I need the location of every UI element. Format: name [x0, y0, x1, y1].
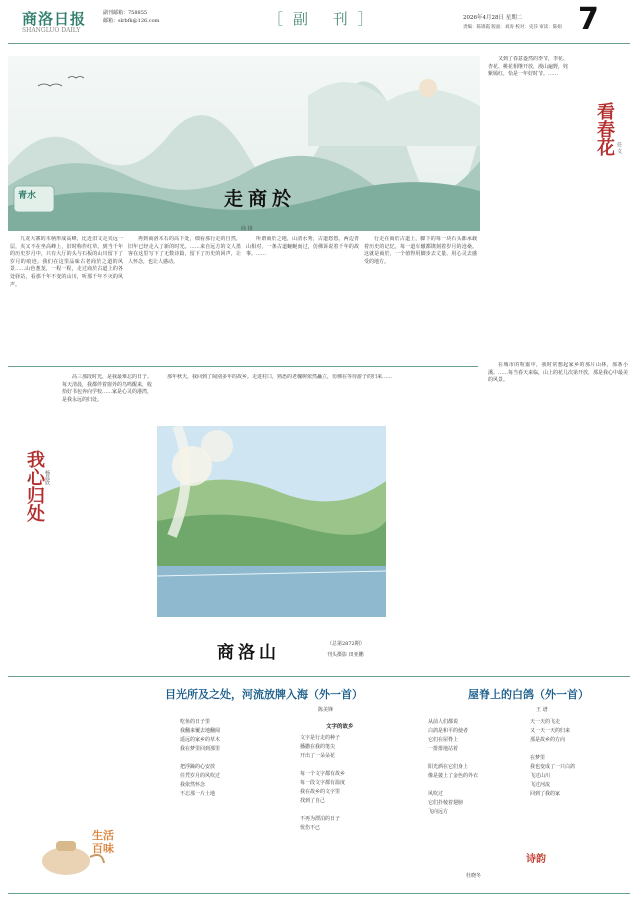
right-article-author: 任 文: [616, 142, 622, 154]
hero-article-author: 商 扬: [241, 226, 253, 231]
right-article-title: 看春花: [594, 102, 615, 156]
right-article-body: 又到了春意盎然的季节，李花、杏花、桃花相继开放，漫山遍野，姹紫嫣红，恰是一年好时节。……: [488, 56, 568, 78]
staff-credits: 责编：陈锦霞 版面：刘涛 校对：史莎 审读：陈娟: [463, 25, 562, 30]
section-title: ［副 刊］: [268, 10, 383, 28]
dateline: 2026年4月28日 星期二: [463, 15, 523, 21]
corner-decoration: 诗韵: [526, 854, 546, 865]
photo-credit: 刊头摄影 田亚鹏: [327, 652, 364, 658]
column-badge-label: 青水: [18, 191, 37, 201]
editor-info: [103, 9, 159, 25]
photo-caption-title: 商洛山: [217, 643, 280, 663]
river-photo-illustration: [157, 426, 386, 617]
left-article-title: 我心归处: [24, 450, 45, 522]
right-article-body-b: 在城市的喧嚣中，我时常想起家乡的那片山林，那条小溪。……每当春天来临，山上的花儿次第开放，那是我心中最美的风景。: [488, 362, 628, 384]
poem-right-b: 天一天的飞走 又一天一天的归来 那是故乡的方向 在梦里 我也变成了一只白鸽 飞过山川 飞过河流 回到了我的家: [530, 719, 576, 797]
main-article-col-d: 行走在商於古道上，脚下的每一块石头都承载着历史的记忆，每一道车辙都镌刻着岁月的沧桑。这就是商於，一个值得用脚步去丈量、用心灵去感受的地方。: [364, 236, 477, 265]
main-article-col-a: 九龙大寨的木柄形成高峰，比近旧文走夹远一层，夹又不在坐高峰上，旧时称作红草，到当千年的历史岁月中，只有大厅的头与石板的山川留下了岁月的痕迹。我们在这里品味古老商於之道的风景……山色葱茏，一程一程，走过商於古道上的各处驿站，看那千年不变的山川，听那千年不灭的风声。: [10, 236, 123, 288]
newspaper-logo: 商洛日报: [22, 10, 87, 28]
hero-article-title: 走商於: [224, 188, 297, 210]
poem-rule: [8, 676, 630, 677]
poem-left-b: 文字是行走的种子 播撒在我的笔尖 开出了一朵朵花 每一个文字都有故乡 每一段文字都有温度 我在故乡的文字里 找到了自己 不再为漂泊的日子 忧伤不已: [300, 735, 346, 831]
poem-author-bottom: 杜晓冬: [466, 873, 482, 879]
editor-line-2: 邮箱：slrbfk@126.com: [103, 18, 160, 24]
editor-line-1: 副刊邮箱：758855: [103, 10, 148, 16]
mid-rule: [8, 366, 478, 367]
left-article-author: 杨晨欣: [44, 470, 50, 485]
main-article-col-b: 再到商洛木石的高下处，细看那行走的自然，旧年已经走入了新的时光。……来自远方的文人墨客在这里写下了无数诗篇，留下了历史的回声，让人怀念，也让人感动。: [128, 236, 241, 265]
poem-left-b-title: 文字的故乡: [326, 724, 354, 730]
hero-illustration: [8, 56, 480, 231]
photo-issue-note: （总第2872期）: [327, 641, 365, 647]
poem-author-right: 王 谱: [536, 707, 548, 713]
poem-banner-left: 目光所及之处，河流放牌入海（外一首）: [165, 688, 363, 701]
page-number: 7: [578, 2, 599, 37]
left-article-body: 高三那段时光，是我最难忘的日子。每天清晨，我都伴着窗外的鸟鸣醒来，收拾好书包奔向学校……家是心灵的港湾，是我永远的归处。: [62, 374, 152, 403]
poem-author-left: 陈美锋: [318, 707, 334, 713]
masthead: [0, 0, 638, 42]
main-article-col-c: 所谓商於之地，山清水秀，古道悠悠。两边青山相对，一条古道蜿蜒而过，仿佛诉说着千年的故事。……: [246, 236, 359, 258]
newspaper-logo-subtitle: SHANGLUO DAILY: [22, 27, 81, 34]
poem-right-a: 从前人们都说 白鸽是和平的使者 它们在屋脊上 一排排地站着 阳光洒在它们身上 像是披上了金色的外衣 风吹过 它们扑棱着翅膀 飞向远方: [428, 719, 479, 815]
mid-article-body: 那年秋天，我回到了阔别多年的故乡。走进村口，熟悉的老槐树依然矗立，仿佛在等待游子的归来……: [167, 374, 393, 380]
life-stamp-label: 生活 百味: [92, 829, 114, 855]
poem-left-a: 吃鱼的日子里 我翻来覆去地翻阅 遥远的家乡的草木 我在梦里回到那里 把浮躁的心安放 任凭岁月的风吹过 我依然怀念 不忘那一片土地: [180, 719, 221, 797]
bottom-rule: [8, 893, 630, 894]
poem-banner-right: 屋脊上的白鸽（外一首）: [468, 688, 589, 701]
top-rule: [8, 43, 630, 44]
featured-photo: [157, 426, 386, 617]
